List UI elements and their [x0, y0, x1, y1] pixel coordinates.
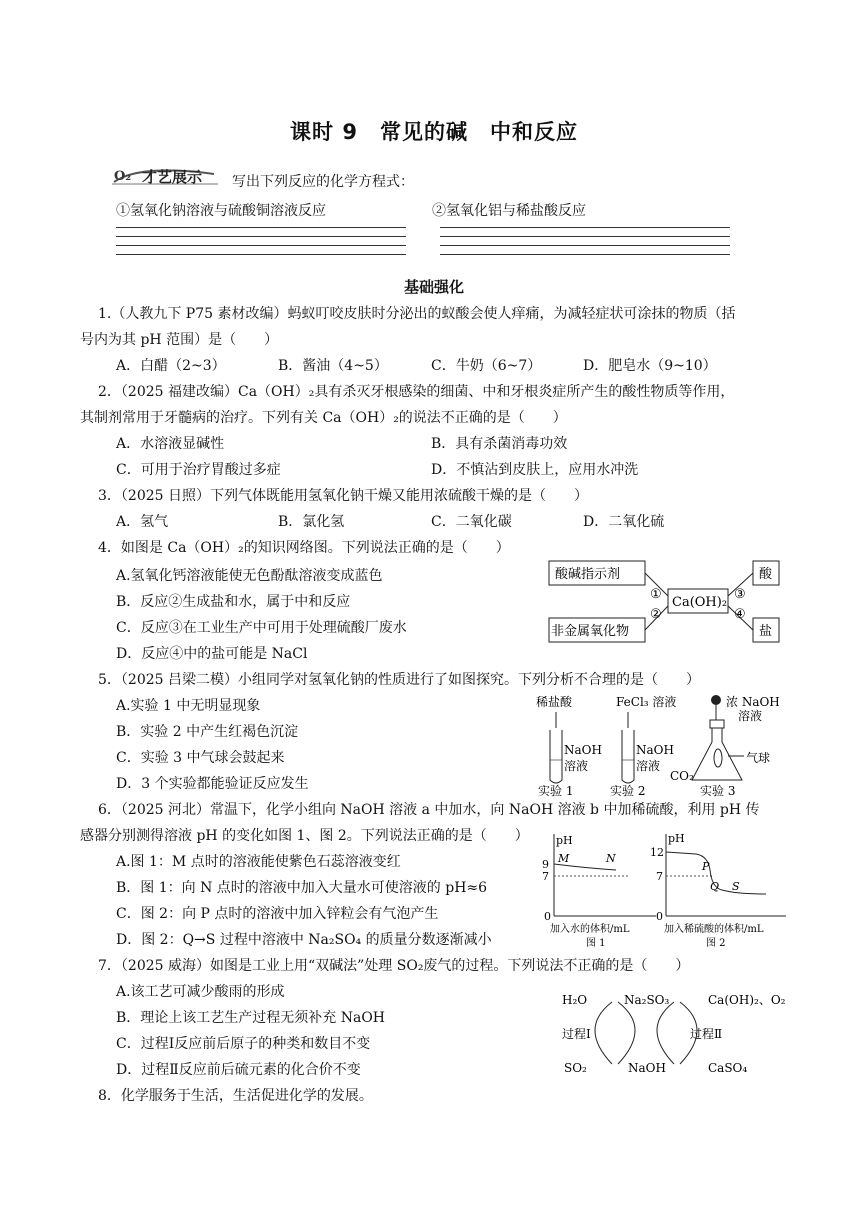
- q2-stem-2: 其制剂常用于牙髓病的治疗。下列有关 Ca（OH）₂的说法不正确的是（ ）: [80, 410, 567, 426]
- answer-line: [440, 227, 730, 228]
- node-salt: 盐: [759, 624, 773, 639]
- page-title: 课时 9 常见的碱 中和反应: [290, 120, 578, 144]
- label-sol-1: 溶液: [564, 759, 589, 773]
- fig2-xlabel: 加入稀硫酸的体积/mL: [664, 924, 764, 935]
- q6-option-c: C．图 2：向 P 点时的溶液中加入锌粒会有气泡产生: [116, 906, 439, 922]
- intro-text: 写出下列反应的化学方程式：: [232, 174, 414, 190]
- q6-stem-2: 感器分别测得溶液 pH 的变化如图 1、图 2。下列说法正确的是（ ）: [80, 828, 529, 844]
- answer-line: [440, 236, 730, 237]
- answer-line: [116, 236, 406, 237]
- q7-double-alkali-diagram: [558, 988, 798, 1078]
- label-co2: CO₂: [670, 769, 694, 783]
- answer-line: [440, 254, 730, 255]
- q7-option-a: A.该工艺可减少酸雨的形成: [116, 984, 285, 1000]
- q5-option-c: C．实验 3 中气球会鼓起来: [116, 750, 285, 766]
- label-1: ①: [650, 587, 662, 602]
- label-fecl3: FeCl₃ 溶液: [616, 695, 677, 709]
- q2-option-b: B．具有杀菌消毒功效: [431, 436, 568, 452]
- label-balloon: 气球: [746, 751, 771, 765]
- answer-line: [116, 227, 406, 228]
- q6-ph-figures: [536, 828, 796, 952]
- q1-stem: 1.（人教九下 P75 素材改编）蚂蚁叮咬皮肤时分泌出的蚁酸会使人痒痛，为减轻症状可涂抹的物质（括: [98, 306, 736, 322]
- fig1-origin: 0: [544, 910, 551, 923]
- fig2-origin: 0: [656, 910, 663, 923]
- fig2-tick-12: 12: [650, 846, 664, 859]
- q7-option-d: D．过程Ⅱ反应前后硫元素的化合价不变: [116, 1062, 361, 1078]
- q5-stem: 5．（2025 吕梁二模）小组同学对氢氧化钠的性质进行了如图探究。下列分析不合理的是（ ）: [98, 672, 700, 688]
- q3-option-a: A．氢气: [116, 514, 169, 530]
- q6-option-d: D．图 2：Q→S 过程中溶液中 Na₂SO₄ 的质量分数逐渐减小: [116, 932, 492, 948]
- label-naoh: NaOH: [628, 1061, 666, 1075]
- section-heading: 基础强化: [403, 278, 464, 296]
- q1-option-c: C．牛奶（6~7）: [431, 358, 542, 374]
- answer-line: [116, 245, 406, 246]
- answer-line: [440, 245, 730, 246]
- q3-option-d: D．二氧化硫: [583, 514, 665, 530]
- fig1-caption: 图 1: [586, 938, 606, 949]
- q4-option-b: B．反应②生成盐和水，属于中和反应: [116, 594, 351, 610]
- q6-option-a: A.图 1：M 点时的溶液能使紫色石蕊溶液变红: [116, 854, 401, 870]
- fig1-point-m: M: [558, 852, 570, 865]
- fig1-tick-9: 9: [542, 858, 549, 871]
- q2-stem: 2．（2025 福建改编）Ca（OH）₂具有杀灭牙根感染的细菌、中和牙根炎症所产生的酸性物质等作用，: [98, 384, 735, 400]
- node-acid: 酸: [759, 567, 773, 582]
- answer-line: [116, 254, 406, 255]
- q4-stem: 4．如图是 Ca（OH）₂的知识网络图。下列说法正确的是（ ）: [98, 540, 510, 556]
- label-h2o: H₂O: [562, 993, 588, 1007]
- label-exp3: 实验 3: [700, 784, 736, 798]
- q2-option-d: D．不慎沾到皮肤上，应用水冲洗: [431, 462, 639, 478]
- fig1-tick-7: 7: [542, 870, 549, 883]
- label-naoh-1: NaOH: [564, 743, 602, 757]
- q6-stem: 6．（2025 河北）常温下，化学小组向 NaOH 溶液 a 中加水，向 NaOH 溶液 b 中加稀硫酸，利用 pH 传: [98, 802, 760, 818]
- q7-option-c: C．过程Ⅰ反应前后原子的种类和数目不变: [116, 1036, 371, 1052]
- q1-stem-2: 号内为其 pH 范围）是（ ）: [80, 332, 279, 348]
- label-so2: SO₂: [564, 1061, 587, 1075]
- fig2-caption: 图 2: [706, 938, 726, 949]
- node-nonmetal-oxide: 非金属氧化物: [551, 624, 630, 639]
- q5-experiment-diagram: [530, 690, 800, 800]
- label-2: ②: [650, 607, 662, 622]
- fig1-point-n: N: [606, 852, 616, 865]
- fig2-ylabel: pH: [668, 832, 685, 845]
- label-caoh2-o2: Ca(OH)₂、O₂: [708, 993, 786, 1007]
- q6-option-b: B．图 1：向 N 点时的溶液中加入大量水可使溶液的 pH≈6: [116, 880, 488, 896]
- q8-stem: 8．化学服务于生活，生活促进化学的发展。: [98, 1088, 373, 1104]
- label-naoh-2: NaOH: [636, 743, 674, 757]
- q7-stem: 7．（2025 威海）如图是工业上用“双碱法”处理 SO₂废气的过程。下列说法不正确的是（ ）: [98, 958, 690, 974]
- fig1-xlabel: 加入水的体积/mL: [550, 924, 630, 935]
- label-4: ④: [734, 607, 746, 622]
- label-exp2: 实验 2: [610, 784, 646, 798]
- q3-stem: 3．（2025 日照）下列气体既能用氢氧化钠干燥又能用浓硫酸干燥的是（ ）: [98, 488, 588, 504]
- q3-option-b: B．氯化氢: [278, 514, 345, 530]
- badge-o2: O₂: [114, 169, 132, 184]
- q7-option-b: B．理论上该工艺生产过程无须补充 NaOH: [116, 1010, 386, 1026]
- label-exp1: 实验 1: [538, 784, 574, 798]
- q4-option-c: C．反应③在工业生产中可用于处理硫酸厂废水: [116, 620, 407, 636]
- q4-option-d: D．反应④中的盐可能是 NaCl: [116, 646, 308, 662]
- fig2-point-s: S: [732, 880, 740, 893]
- fig2-tick-7: 7: [656, 870, 663, 883]
- q2-option-c: C．可用于治疗胃酸过多症: [116, 462, 281, 478]
- fig1-ylabel: pH: [556, 834, 573, 847]
- node-center: Ca(OH)₂: [672, 595, 728, 610]
- label-hcl: 稀盐酸: [536, 695, 573, 709]
- fig2-point-p: P: [702, 860, 710, 873]
- q4-option-a: A.氢氧化钙溶液能使无色酚酞溶液变成蓝色: [116, 568, 383, 584]
- q4-network-diagram: [546, 556, 786, 646]
- q5-option-b: B．实验 2 中产生红褐色沉淀: [116, 724, 299, 740]
- task-2: ②氢氧化铝与稀盐酸反应: [432, 203, 586, 219]
- node-indicator: 酸碱指示剂: [555, 567, 621, 582]
- q2-option-a: A．水溶液显碱性: [116, 436, 225, 452]
- label-3: ③: [734, 587, 746, 602]
- badge-label: 才艺展示: [142, 168, 203, 186]
- task-1: ①氢氧化钠溶液与硫酸铜溶液反应: [116, 203, 326, 219]
- fig2-point-q: Q: [710, 880, 720, 893]
- label-process-1: 过程Ⅰ: [562, 1027, 591, 1041]
- q1-option-d: D．肥皂水（9~10）: [583, 358, 717, 374]
- q1-option-b: B．酱油（4~5）: [278, 358, 388, 374]
- label-na2so3: Na₂SO₃: [624, 993, 670, 1007]
- label-conc-naoh: 浓 NaOH: [726, 695, 780, 709]
- label-sol-3: 溶液: [738, 709, 763, 723]
- q5-option-a: A.实验 1 中无明显现象: [116, 698, 261, 714]
- q1-option-a: A．白醋（2~3）: [116, 358, 226, 374]
- label-process-2: 过程Ⅱ: [690, 1027, 723, 1041]
- q5-option-d: D．3 个实验都能验证反应发生: [116, 776, 309, 792]
- label-caso4: CaSO₄: [708, 1061, 748, 1075]
- q3-option-c: C．二氧化碳: [431, 514, 512, 530]
- label-sol-2: 溶液: [636, 759, 661, 773]
